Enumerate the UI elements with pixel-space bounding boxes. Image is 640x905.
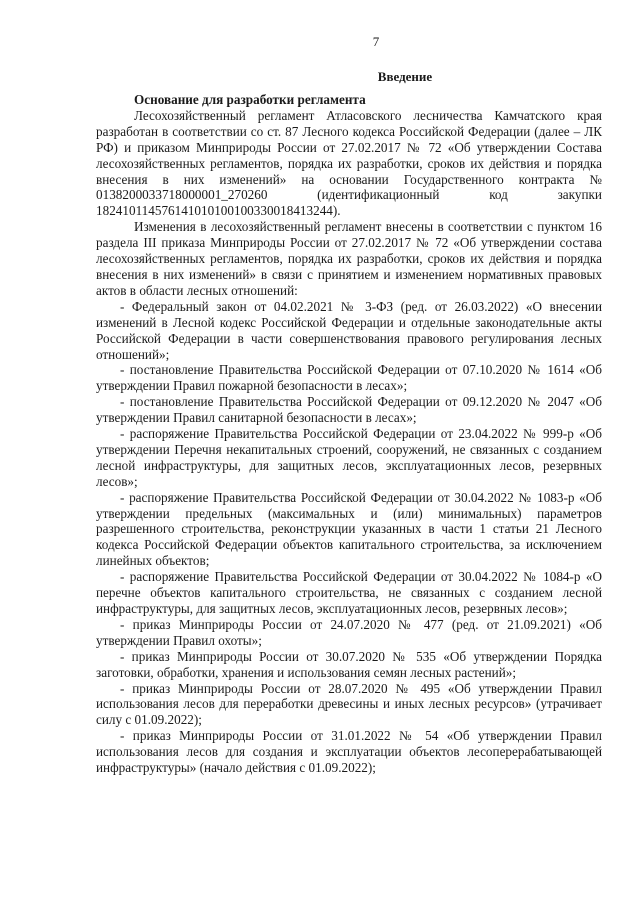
- section-heading: Введение: [377, 69, 433, 84]
- list-item: - Федеральный закон от 04.02.2021 № 3-ФЗ (ред. от 26.03.2022) «О внесении изменений в Лесной кодекс Российской Федерации и отдельные законодательные акты Российской Федерации в части совершенствования правового регулирования лесных отношений»;: [96, 298, 602, 362]
- list-item: - постановление Правительства Российской Федерации от 07.10.2020 № 1614 «Об утверждении Правил пожарной безопасности в лесах»;: [96, 362, 602, 394]
- list-item: - приказ Минприроды России от 30.07.2020 № 535 «Об утверждении Порядка заготовки, обработки, хранения и использования семян лесных растений»;: [96, 648, 602, 680]
- subheading: Основание для разработки регламента: [134, 92, 366, 107]
- document-body: [96, 92, 602, 776]
- list-item: - распоряжение Правительства Российской Федерации от 23.04.2022 № 999-р «Об утверждении Перечня некапитальных строений, сооружений, не связанных с созданием лесной инфраструктуры, для защитных лесов, эксплуатационных лесов, резервных лесов»;: [96, 426, 602, 489]
- list-item: - приказ Минприроды России от 24.07.2020 № 477 (ред. от 21.09.2021) «Об утверждении Правил охоты»;: [96, 616, 602, 648]
- list-item: - постановление Правительства Российской Федерации от 09.12.2020 № 2047 «Об утверждении Правил санитарной безопасности в лесах»;: [96, 394, 602, 426]
- paragraph: Изменения в лесохозяйственный регламент внесены в соответствии с пунктом 16 раздела III приказа Минприроды России от 27.02.2017 № 72 «Об утверждении состава лесохозяйственных регламентов, порядка их разработки, сроков их действия и порядка внесения в них изменений» в связи с принятием и изменением нормативных правовых актов в области лесных отношений:: [96, 219, 602, 298]
- list-item: - приказ Минприроды России от 28.07.2020 № 495 «Об утверждении Правил использования лесов для переработки древесины и иных лесных ресурсов» (утрачивает силу с 01.09.2022);: [96, 680, 602, 728]
- list-item: - приказ Минприроды России от 31.01.2022 № 54 «Об утверждении Правил использования лесов для создания и эксплуатации объектов лесоперерабатывающей инфраструктуры» (начало действия с 01.09.2022);: [96, 728, 602, 776]
- page-number: 7: [372, 34, 380, 49]
- list-item: - распоряжение Правительства Российской Федерации от 30.04.2022 № 1084-р «О перечне объектов капитального строительства, не связанных с созданием лесной инфраструктуры, для защитных лесов, эксплуатационных лесов, резервных лесов»;: [96, 569, 602, 616]
- paragraph: Лесохозяйственный регламент Атласовского лесничества Камчатского края разработан в соответствии со ст. 87 Лесного кодекса Российской Федерации (далее – ЛК РФ) и приказом Минприроды России от 27.02.2017 № 72 «Об утверждении Состава лесохозяйственных регламентов, порядка их разработки, сроков их действия и порядка внесения в них изменений» на основании Государственного контракта № 0138200033718000001_270260 (идентификационный код закупки 182410114576141010100100330018413244).: [96, 107, 602, 219]
- list-item: - распоряжение Правительства Российской Федерации от 30.04.2022 № 1083-р «Об утверждении предельных (максимальных и (или) минимальных) параметров разрешенного строительства, реконструкции указанных в части 1 статьи 21 Лесного кодекса Российской Федерации объектов капитального строительства, за исключением линейных объектов;: [96, 489, 602, 569]
